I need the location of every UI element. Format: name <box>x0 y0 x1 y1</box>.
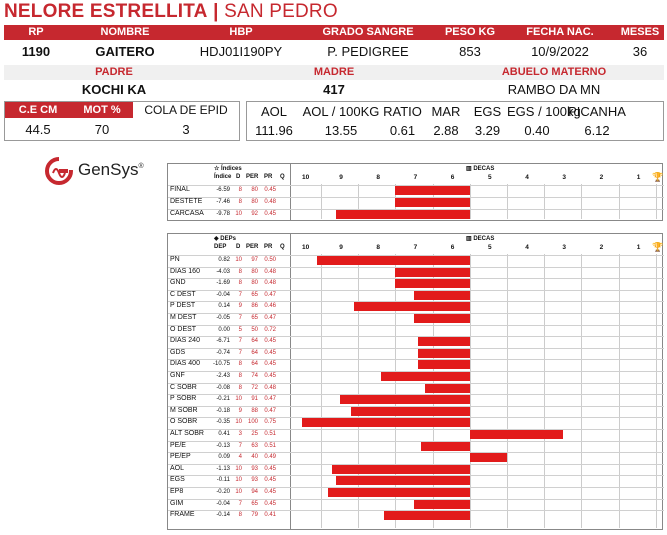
chart0-tick-9: 9 <box>339 174 343 181</box>
row-pr: 0.50 <box>264 257 276 263</box>
row-value: -0.04 <box>216 500 230 507</box>
row-deca: 8 <box>238 280 242 287</box>
row-per: 40 <box>251 454 258 461</box>
row-pr: 0.51 <box>264 442 276 449</box>
row-deca: 10 <box>235 465 242 472</box>
chart0-tick-8: 8 <box>376 174 381 181</box>
row-label: DIAS 400 <box>170 360 200 368</box>
row-label: PN <box>170 256 180 263</box>
header-col-2: HBP <box>229 26 253 38</box>
header-value-3: P. PEDIGREE <box>327 44 409 59</box>
deps-chart <box>167 233 663 530</box>
gensys-logo <box>44 154 154 188</box>
bar-dias-160 <box>395 268 469 277</box>
chart1-col-3: PR <box>264 244 273 250</box>
row-value: -2.43 <box>216 373 230 379</box>
chart1-row-line <box>168 429 664 430</box>
bar-alt-sobr <box>470 430 563 439</box>
row-value: -0.08 <box>216 384 230 391</box>
bar-egs <box>336 476 470 485</box>
row-label: CARCASA <box>170 210 204 217</box>
carcass-label-3: MAR <box>431 104 461 119</box>
header-col-3: GRADO SANGRE <box>322 26 414 38</box>
row-per: 79 <box>251 512 258 519</box>
page-title <box>4 1 338 23</box>
carcass-value-4: 3.29 <box>474 123 501 138</box>
row-deca: 7 <box>238 315 242 321</box>
chart0-tick-7: 7 <box>413 174 418 181</box>
row-value: -0.04 <box>216 291 230 298</box>
row-label: O DEST <box>170 325 197 333</box>
row-value: 0.82 <box>218 257 230 263</box>
bar-carcasa <box>336 210 470 219</box>
row-deca: 10 <box>235 419 242 426</box>
row-pr: 0.45 <box>264 338 276 345</box>
row-value: -0.11 <box>216 477 230 484</box>
row-per: 100 <box>247 419 258 426</box>
row-value: -1.13 <box>216 465 230 472</box>
padre-value: KOCHI KA <box>81 82 147 97</box>
row-deca: 10 <box>235 396 242 403</box>
ce-cm-value: 44.5 <box>25 122 51 137</box>
bar-p-sobr <box>340 395 470 404</box>
header-value-2: HDJ01I190PY <box>199 44 283 59</box>
cola-epid-value: 3 <box>182 122 190 137</box>
row-value: -6.59 <box>216 187 230 193</box>
header-value-0: 1190 <box>21 44 51 59</box>
chart0-tick-10: 10 <box>302 174 310 181</box>
carcass-label-4: EGS <box>473 104 502 119</box>
row-label: GND <box>170 279 186 287</box>
bar-ep8 <box>328 488 469 497</box>
row-label: DESTETE <box>170 198 203 205</box>
row-pr: 0.47 <box>264 315 276 321</box>
row-label: GDS <box>170 348 186 356</box>
chart0-gridline-5 <box>507 184 508 219</box>
row-label: EP8 <box>170 488 184 495</box>
row-value: -7.46 <box>216 199 230 205</box>
row-value: -0.74 <box>216 349 230 356</box>
header-value-5: 10/9/2022 <box>531 44 589 59</box>
chart1-col-2: PER <box>246 244 259 250</box>
row-per: 64 <box>251 361 258 368</box>
row-per: 80 <box>251 268 258 275</box>
bar-gnf <box>381 372 470 381</box>
row-deca: 8 <box>238 384 242 391</box>
row-deca: 9 <box>238 303 242 310</box>
trophy-icon: 🏆 <box>652 172 664 182</box>
row-per: 88 <box>251 407 258 414</box>
mot-value: 70 <box>94 122 110 137</box>
chart1-tick-4: 4 <box>525 244 529 251</box>
carcass-label-5: EGS / 100kg <box>507 104 581 119</box>
row-pr: 0.45 <box>264 477 276 484</box>
chart1-tick-3: 3 <box>562 244 567 251</box>
row-label: FRAME <box>170 511 195 519</box>
bar-pn <box>317 256 470 265</box>
row-deca: 5 <box>238 326 242 333</box>
title-separator: | <box>213 1 219 22</box>
chart1-row-line <box>168 452 664 453</box>
row-pr: 0.48 <box>264 384 276 391</box>
header-col-6: MESES <box>620 26 660 38</box>
row-per: 50 <box>251 326 258 333</box>
row-per: 91 <box>251 396 258 403</box>
decas-label-1: ▥ DECAS <box>466 236 495 242</box>
row-pr: 0.48 <box>264 199 276 205</box>
row-label: AOL <box>170 464 185 472</box>
row-per: 94 <box>251 489 258 495</box>
row-label: PE/EP <box>170 453 191 461</box>
row-per: 25 <box>251 431 258 437</box>
row-value: -6.71 <box>216 338 230 345</box>
row-label: O SOBR <box>170 418 198 426</box>
chart1-row-line <box>168 359 664 360</box>
row-deca: 7 <box>238 500 242 507</box>
carcass-value-3: 2.88 <box>433 123 459 138</box>
carcass-value-0: 111.96 <box>255 123 293 138</box>
bar-m-dest <box>414 314 470 323</box>
row-deca: 8 <box>238 361 242 368</box>
row-value: -0.05 <box>216 315 230 321</box>
chart0-col-2: PER <box>246 174 259 180</box>
row-deca: 8 <box>238 187 242 193</box>
chart0-tick-5: 5 <box>488 174 492 181</box>
row-per: 65 <box>251 500 258 507</box>
logo-registered-mark: ® <box>138 163 144 171</box>
madre-label: MADRE <box>313 66 355 78</box>
row-deca: 8 <box>238 268 242 275</box>
row-pr: 0.45 <box>264 373 276 379</box>
chart0-gridline-2 <box>619 184 620 219</box>
trophy-icon: 🏆 <box>652 242 664 252</box>
chart0-tick-3: 3 <box>562 174 567 181</box>
row-value: 0.14 <box>218 303 230 310</box>
row-per: 72 <box>251 384 258 391</box>
row-per: 65 <box>251 315 258 321</box>
carcass-value-5: 0.40 <box>524 123 550 138</box>
row-deca: 10 <box>235 211 242 217</box>
chart0-gridline-3 <box>581 184 582 219</box>
row-per: 93 <box>251 477 258 484</box>
row-pr: 0.47 <box>264 396 276 403</box>
chart-title-1: ◆ DEPs <box>214 236 236 242</box>
row-value: -0.20 <box>216 489 230 495</box>
row-per: 63 <box>251 442 258 449</box>
row-pr: 0.75 <box>264 419 276 426</box>
row-value: 0.00 <box>218 326 230 333</box>
row-label: C SOBR <box>170 383 197 391</box>
row-deca: 8 <box>238 373 242 379</box>
row-label: GIM <box>170 499 184 507</box>
bar-gds <box>418 349 470 358</box>
chart1-row-line <box>168 441 664 442</box>
chart0-col-0: Índice <box>214 174 232 180</box>
carcass-value-2: 0.61 <box>389 123 416 138</box>
row-value: -10.75 <box>212 361 230 368</box>
row-deca: 7 <box>238 349 242 356</box>
row-deca: 7 <box>238 291 242 298</box>
carcass-label-6: PICANHA <box>568 104 626 119</box>
row-value: -0.21 <box>216 396 230 403</box>
chart1-tick-1: 1 <box>636 244 641 251</box>
row-value: -1.69 <box>216 280 230 287</box>
row-per: 65 <box>251 291 258 298</box>
chart1-row-line <box>168 336 664 337</box>
bar-dias-240 <box>418 337 470 346</box>
chart1-col-1: D <box>236 244 241 250</box>
row-pr: 0.45 <box>264 211 276 217</box>
breeder-name: SAN PEDRO <box>224 1 338 22</box>
bar-c-dest <box>414 291 470 300</box>
row-pr: 0.45 <box>264 349 276 356</box>
header-col-1: NOMBRE <box>100 26 150 38</box>
row-pr: 0.45 <box>264 361 276 368</box>
row-label: P DEST <box>170 302 196 310</box>
mot-label: MOT % <box>71 102 133 118</box>
carcass-label-2: RATIO <box>383 104 422 119</box>
gensys-logo-icon <box>44 156 74 186</box>
row-per: 86 <box>251 303 258 310</box>
bar-dias-400 <box>418 360 470 369</box>
row-deca: 10 <box>235 489 242 495</box>
row-label: DIAS 240 <box>170 337 200 345</box>
header-col-0: RP <box>28 26 44 38</box>
row-value: -9.78 <box>216 211 230 217</box>
row-deca: 3 <box>238 431 242 437</box>
chart1-tick-5: 5 <box>488 244 492 251</box>
chart0-col-3: PR <box>264 174 273 180</box>
row-per: 80 <box>251 199 258 205</box>
carcass-value-6: 6.12 <box>584 123 610 138</box>
chart0-tick-6: 6 <box>450 174 455 181</box>
carcass-value-1: 13.55 <box>324 123 358 138</box>
row-label: PE/E <box>170 441 186 449</box>
row-pr: 0.47 <box>264 291 276 298</box>
row-label: GNF <box>170 372 185 379</box>
row-deca: 7 <box>238 442 242 449</box>
chart0-tick-2: 2 <box>599 174 604 181</box>
row-deca: 10 <box>235 257 242 263</box>
madre-value: 417 <box>323 82 345 97</box>
row-value: -0.35 <box>216 419 230 426</box>
row-deca: 10 <box>235 477 242 484</box>
bar-p-dest <box>354 302 469 311</box>
row-pr: 0.48 <box>264 268 276 275</box>
header-value-6: 36 <box>632 44 648 59</box>
chart0-divider <box>290 164 291 220</box>
row-pr: 0.49 <box>264 454 276 461</box>
row-per: 97 <box>251 257 258 263</box>
row-pr: 0.47 <box>264 407 276 414</box>
row-label: ALT SOBR <box>170 430 204 437</box>
chart0-tick-1: 1 <box>636 174 641 181</box>
chart1-row-line <box>168 383 664 384</box>
row-per: 80 <box>251 187 258 193</box>
chart1-tick-6: 6 <box>450 244 455 251</box>
row-value: 0.41 <box>218 431 230 437</box>
row-pr: 0.46 <box>264 303 276 310</box>
bar-gnd <box>395 279 469 288</box>
row-label: C DEST <box>170 290 196 298</box>
chart0-gridline-10 <box>321 184 322 219</box>
cola-epid-label: COLA DE EPID <box>144 103 228 117</box>
row-pr: 0.41 <box>264 512 276 519</box>
row-pr: 0.45 <box>264 465 276 472</box>
row-label: P SOBR <box>170 395 197 403</box>
bar-aol <box>332 465 470 474</box>
abuelo-label: ABUELO MATERNO <box>501 66 607 78</box>
chart-title-0: ☆ Índices <box>214 166 242 172</box>
chart1-tick-10: 10 <box>302 244 310 251</box>
row-value: -0.14 <box>216 512 230 519</box>
row-pr: 0.48 <box>264 280 276 287</box>
bar-frame <box>384 511 470 520</box>
row-per: 64 <box>251 338 258 345</box>
row-deca: 7 <box>238 338 242 345</box>
chart1-col-0: DEP <box>214 244 227 250</box>
chart0-col-1: D <box>236 174 241 180</box>
chart1-tick-2: 2 <box>599 244 604 251</box>
row-value: -0.13 <box>216 442 230 449</box>
chart0-gridline-1 <box>656 184 657 219</box>
carcass-box <box>246 101 664 141</box>
bar-pe-ep <box>470 453 507 462</box>
row-pr: 0.72 <box>264 326 276 333</box>
row-label: M DEST <box>170 314 197 321</box>
row-pr: 0.45 <box>264 500 276 507</box>
chart1-tick-7: 7 <box>413 244 418 251</box>
row-deca: 9 <box>238 407 242 414</box>
row-per: 64 <box>251 349 258 356</box>
row-pr: 0.45 <box>264 187 276 193</box>
header-col-4: PESO KG <box>444 26 496 38</box>
row-label: FINAL <box>170 186 190 193</box>
animal-name: NELORE ESTRELLITA <box>4 1 208 22</box>
chart1-tick-8: 8 <box>376 244 381 251</box>
carcass-label-1: AOL / 100KG <box>302 104 380 119</box>
logo-text: GenSys <box>78 160 139 179</box>
chart1-tick-9: 9 <box>339 244 343 251</box>
header-col-5: FECHA NAC. <box>526 26 594 38</box>
bar-o-sobr <box>302 418 469 427</box>
row-deca: 4 <box>238 454 242 461</box>
row-per: 93 <box>251 465 258 472</box>
row-deca: 8 <box>238 199 242 205</box>
chart0-gridline-6 <box>470 184 471 219</box>
row-label: M SOBR <box>170 406 198 414</box>
header-value-1: GAITERO <box>95 44 155 59</box>
row-value: -0.18 <box>216 407 230 414</box>
chart0-gridline-4 <box>544 184 545 219</box>
row-label: EGS <box>170 476 185 484</box>
row-deca: 8 <box>238 512 242 519</box>
row-pr: 0.51 <box>264 431 276 437</box>
carcass-label-0: AOL <box>260 104 287 119</box>
chart1-col-4: Q <box>280 244 285 250</box>
row-pr: 0.45 <box>264 489 276 495</box>
chart1-row-line <box>168 325 664 326</box>
row-per: 80 <box>251 280 258 287</box>
reproductive-box <box>4 101 240 141</box>
bar-m-sobr <box>351 407 470 416</box>
bar-gim <box>414 500 470 509</box>
header-value-4: 853 <box>459 44 481 59</box>
ce-cm-label: C.E CM <box>5 102 71 118</box>
chart0-tick-4: 4 <box>525 174 529 181</box>
row-per: 74 <box>251 373 258 379</box>
bar-c-sobr <box>425 384 470 393</box>
decas-label-0: ▥ DECAS <box>466 166 495 172</box>
indices-chart <box>167 163 663 221</box>
bar-destete <box>395 198 469 207</box>
chart1-row-line <box>168 348 664 349</box>
chart0-col-4: Q <box>280 174 285 180</box>
bar-final <box>395 186 469 195</box>
row-label: DIAS 160 <box>170 267 200 275</box>
row-per: 92 <box>251 211 258 217</box>
padre-label: PADRE <box>95 66 133 78</box>
row-value: -4.03 <box>216 268 230 275</box>
row-value: 0.09 <box>218 454 230 461</box>
bar-pe-e <box>421 442 469 451</box>
abuelo-value: RAMBO DA MN <box>507 82 601 97</box>
